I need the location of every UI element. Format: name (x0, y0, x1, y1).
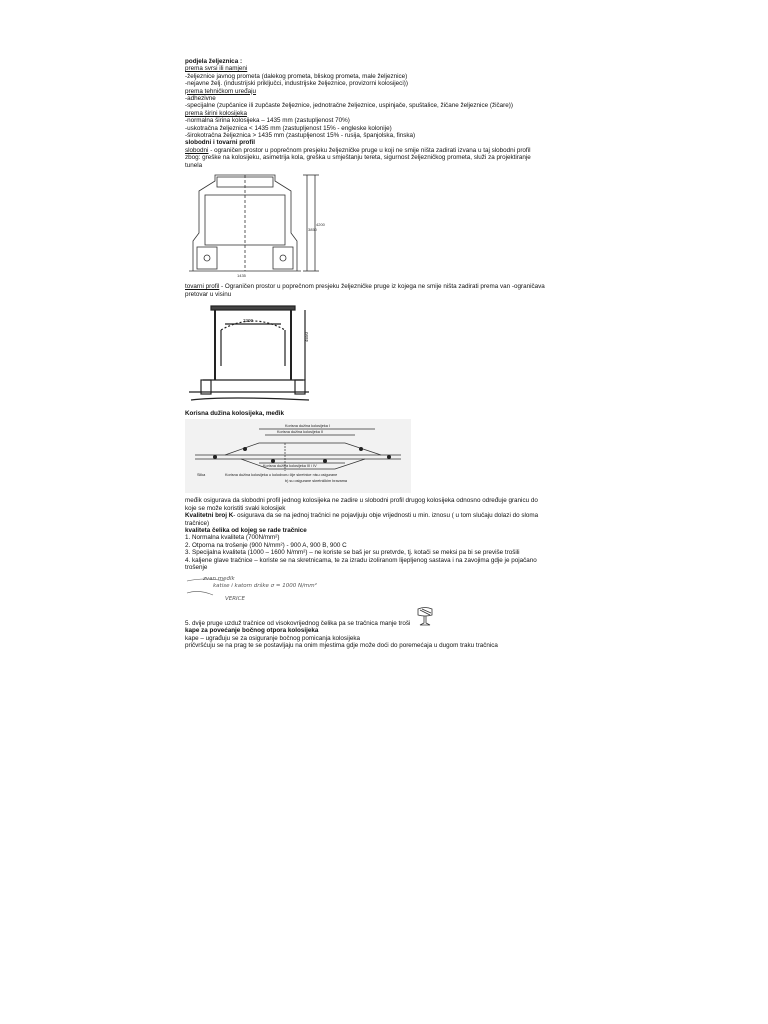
handwritten-text: katise i katom drške σ = 1000 N/mm² (213, 583, 317, 590)
text-line (185, 283, 545, 298)
term-tovarni: tovarni profil (185, 283, 220, 291)
figure-useful-track-length (185, 419, 545, 493)
text-line: pričvršćuju se na prag te se postavljaju na onim mjestima gdje može doći do poremećaja u dugom traku tračnica (185, 642, 498, 650)
term-quality-number: Kvalitetni broj K (185, 512, 234, 520)
doc-title: podjela željeznica : (185, 58, 243, 65)
figure-clearance-profile (185, 171, 545, 279)
handwritten-text: zvan međik (203, 576, 235, 583)
figure-loading-gauge (185, 300, 545, 406)
text-line: kape – ugrađuju se za osiguranje bočnog pomicanja kolosijeka (185, 634, 361, 642)
text-line (185, 512, 545, 527)
text-line: -adhezivne (185, 95, 216, 103)
definition-text: - Ograničen prostor u poprečnom presjeku željezničke pruge iz kojega ne smije ništa zadirati prema van -ograničava pretovar u visinu (185, 283, 545, 298)
term-slobodni: slobodni (185, 146, 209, 154)
track-label: Korisna dužina kolosijeka II (277, 430, 324, 435)
text-line: zbog: greške na kolosijeku, asimetrija kola, greška u smještanju tereta, sigurnost željezničkog prometa, služi za projektiranje tunela (185, 154, 531, 169)
text-line: -specijalne (zupčanice ili zupčaste željeznice, jednotračne željeznice, uspinjače, spuštalice, žičane željeznice (žičare)) (185, 102, 513, 110)
section-caps-heading: kape za povećanje bočnog otpora kolosijeka (185, 627, 319, 635)
dim-label: 3200 (243, 317, 254, 323)
text-line: -normalna širina kolosijeka – 1435 mm (zastupljenost 70%) (185, 117, 350, 125)
document-page (185, 58, 545, 650)
track-label: Korisna dužina kolosijeka III i IV (263, 464, 317, 469)
text-line: -uskotračna željeznica < 1435 mm (zastupljenost 15% - engleske kolonije) (185, 124, 392, 132)
text-line-with-icon (185, 607, 545, 627)
text-line: međik osigurava da slobodni profil jednog kolosijeka ne zadire u slobodni profil drugog kolosijeka odnosno određuje granicu do koje se može koristiti svaki kolosijek (185, 497, 538, 512)
list-item: 1. Normalna kvaliteta (700N/mm²) (185, 534, 280, 542)
section-technical-heading: prema tehničkom uređaju (185, 87, 257, 95)
track-label: Korisna dužina kolosijeka I (285, 424, 330, 429)
list-item: 2. Otporna na trošenje (900 N/mm²) - 900 A, 900 B, 900 C (185, 541, 347, 549)
dim-label: 1435 (237, 273, 246, 279)
dim-label: 3850 (308, 227, 317, 233)
figure-caption: b) su osigurane skretničkim bravama (285, 479, 348, 484)
text-line: -nejavne želj. (industrijski priključci, industrijske željeznice, provizorni kolosijeci)) (185, 80, 408, 88)
figure-label: Slika (197, 473, 206, 478)
dim-label: 4200 (316, 222, 325, 228)
text-line: -željeznice javnog prometa (dalekog prometa, bliskog prometa, male željeznice) (185, 72, 408, 80)
figure-caption: Korisna dužina kolosijeka u kolodvoru čije skretnice nisu osigurane (225, 473, 338, 478)
dim-label: 4650 (304, 331, 309, 342)
section-purpose-heading: prema svrsi ili namjeni (185, 65, 248, 73)
list-item: 5. dvije pruge uzduž tračnice od visokovrijednog čelika pa se tračnica manje troši (185, 619, 411, 627)
handwritten-text: VERICE (225, 596, 245, 603)
definition-text: - osigurava da se na jednoj tračnici ne pojavljuju obje vrijednosti u min. iznosu ( u tom slučaju dolazi do sloma tračnice) (185, 512, 539, 527)
text-line (185, 147, 545, 154)
list-item: 4. kaljene glave tračnice – koriste se na skretnicama, te za izradu izoliranom lijepljenog sastava i na zavojima gdje je pojačano trošenje (185, 556, 537, 571)
definition-text: - ograničen prostor u poprečnom presjeku željezničke pruge u koji ne smije ništa zadirati izvana u taj slobodni profil (208, 146, 531, 154)
section-steel-heading: kvaliteta čelika od kojeg se rade tračnice (185, 526, 307, 534)
text-line: -širokotračna željeznica > 1435 mm (zastupljenost 15% - rusija, španjolska, finska) (185, 132, 416, 140)
section-useful-length-heading: Korisna dužina kolosijeka, međik (185, 409, 285, 417)
section-profile-heading: slobodni i tovarni profil (185, 139, 255, 147)
list-item: 3. Specijalna kvaliteta (1000 – 1600 N/mm²) – ne koriste se baš jer su pretvrde, tj. kotači se meksi pa bi se previše trošili (185, 549, 520, 557)
rail-profile-icon (414, 607, 436, 627)
handwritten-note (185, 573, 545, 603)
section-gauge-heading: prema širini kolosijeka (185, 109, 247, 117)
